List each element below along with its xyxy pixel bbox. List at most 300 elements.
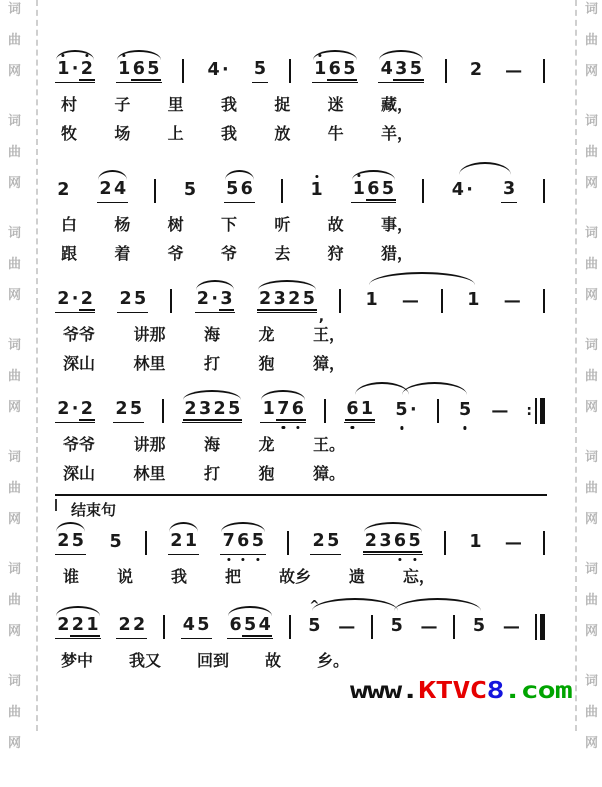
lyric-syllable: 打: [203, 464, 220, 483]
watermark-char: 网: [8, 736, 22, 751]
lyric-syllable: 王。: [312, 435, 345, 454]
lyric-syllable: 林里: [133, 464, 166, 483]
note-digit: 4: [258, 615, 271, 635]
lyric-syllable: 跟: [61, 244, 78, 263]
site-watermark-logo: [350, 677, 572, 705]
lyric-syllable: 故: [264, 651, 281, 670]
note-digit: 2: [80, 289, 93, 309]
barline: [182, 59, 184, 83]
barline: [289, 59, 291, 83]
note-digit: 7: [276, 400, 291, 418]
lyric-syllable: 獐。: [312, 464, 345, 483]
note-digit: 5: [327, 531, 340, 551]
note-digit: 4: [380, 59, 393, 79]
note-digit: ·: [222, 59, 229, 80]
note-group: [227, 615, 273, 639]
octave-dot-below: [296, 426, 299, 429]
barline: [163, 615, 165, 639]
octave-dot-below: [413, 558, 416, 561]
note-digit: 2: [469, 59, 483, 80]
slur-arc: [225, 170, 254, 180]
note-digit: 2: [259, 289, 272, 309]
watermark-text: [585, 563, 598, 639]
lyric-syllable: 讲那: [133, 435, 166, 454]
sixteenth-underline: [345, 419, 361, 421]
note-digit: 2: [71, 615, 84, 635]
sixteenth-underline: [380, 199, 396, 201]
sixteenth-underline: [257, 635, 273, 637]
lyric-syllable: 去: [274, 244, 291, 263]
sixteenth-underline: [392, 551, 408, 553]
octave-dot-below: [242, 558, 245, 561]
note-group: [252, 59, 269, 83]
note-group: [465, 290, 482, 313]
note-digit: 5: [251, 532, 266, 550]
lyric-syllable: 深山: [63, 354, 96, 373]
notation-row: [55, 160, 545, 206]
sixteenth-underline: [327, 79, 343, 81]
slur-arc: [56, 50, 94, 60]
lyric-syllable: 里: [167, 95, 184, 114]
note-digit: 1: [309, 181, 324, 199]
logo-segment: 8: [486, 677, 504, 705]
note-group: [116, 615, 147, 639]
note-group: [195, 289, 235, 313]
barline: [154, 179, 156, 203]
note-digit: 6: [229, 615, 242, 635]
note-group: [260, 399, 306, 423]
watermark-char: 曲: [585, 705, 599, 720]
watermark-column-right: [585, 3, 598, 787]
watermark-char: 词: [585, 450, 599, 465]
barline: [422, 179, 424, 203]
watermark-text: [8, 339, 21, 415]
sixteenth-underline: [79, 79, 95, 81]
lyric-syllable: 乡。: [316, 651, 349, 670]
slur-arc: [258, 280, 316, 290]
dash-extension: —: [502, 617, 520, 637]
barline: [339, 289, 341, 313]
note-digit: 5: [409, 59, 422, 79]
watermark-char: 网: [585, 512, 599, 527]
note-group: [363, 531, 423, 555]
lyric-syllable: 事，: [380, 215, 413, 234]
repeat-end-barline: [526, 398, 545, 424]
dash-extension: —: [504, 533, 522, 553]
slur-arc: [221, 522, 265, 532]
slur-arc: [228, 606, 272, 616]
lyric-syllable: 猎，: [380, 244, 413, 263]
lyric-syllable: 听: [274, 215, 291, 234]
watermark-text: [585, 3, 598, 79]
barline: [170, 289, 172, 313]
music-system-3: [55, 270, 545, 374]
dash-extension: —: [505, 61, 523, 81]
repeat-dots: :: [526, 403, 532, 419]
lyric-syllable: 杨: [114, 215, 131, 234]
lyrics-row-2: [61, 244, 413, 264]
note-digit: 5: [343, 59, 356, 79]
note-digit: 2: [57, 399, 70, 419]
watermark-char: 网: [8, 64, 22, 79]
barline: [287, 531, 289, 555]
lyric-syllable: 白: [61, 215, 78, 234]
watermark-char: 曲: [8, 257, 22, 272]
lyric-syllable: 故乡: [278, 567, 311, 586]
note-digit: 1: [262, 399, 275, 419]
note-digit: 3: [273, 289, 286, 309]
note-digit: 6: [345, 400, 360, 418]
sixteenth-underline: [301, 309, 317, 311]
watermark-char: 网: [8, 176, 22, 191]
lyric-syllable: 迷: [327, 95, 344, 114]
lyric-syllable: 树: [167, 215, 184, 234]
note-group: [220, 531, 266, 555]
lyric-syllable: 爷爷: [63, 435, 96, 454]
note-group: [393, 400, 419, 423]
slur-arc: [169, 522, 198, 532]
lyric-syllable: 羊，: [380, 124, 413, 143]
note-group: [501, 179, 518, 203]
barline: [444, 531, 446, 555]
ending-phrase-label: 结束句: [71, 501, 117, 519]
fermata-mark: ^: [309, 597, 320, 612]
final-barline: [535, 614, 545, 640]
note-group: [308, 180, 325, 203]
octave-dot-below: [256, 558, 259, 561]
sixteenth-underline: [342, 79, 358, 81]
note-digit: 5: [381, 179, 395, 199]
octave-dot-below: [398, 558, 401, 561]
barline: [453, 615, 455, 639]
note-digit: 1: [360, 399, 374, 419]
watermark-text: [8, 115, 21, 191]
sixteenth-underline: [197, 419, 213, 421]
watermark-char: 曲: [8, 705, 22, 720]
note-digit: 2: [57, 179, 70, 200]
barline: [543, 59, 545, 83]
note-digit: 1: [117, 60, 132, 78]
bar-stroke: [535, 614, 537, 640]
sixteenth-underline: [290, 419, 306, 421]
barline: [441, 289, 443, 313]
note-digit: 5: [71, 531, 84, 551]
ending-tick: [55, 499, 57, 511]
logo-segment: .com: [503, 677, 572, 705]
slur-arc: [117, 50, 161, 60]
lyrics-row-2: [63, 354, 345, 374]
note-digit: 6: [132, 59, 145, 79]
note-group: [467, 532, 484, 555]
bar-stroke: [535, 398, 537, 424]
dash-extension: —: [491, 401, 509, 421]
note-group: [55, 59, 95, 83]
note-digit: 3: [395, 59, 408, 79]
note-digit: 1: [56, 60, 71, 78]
sixteenth-underline: [226, 419, 242, 421]
note-group: [457, 400, 474, 423]
octave-dot-below: [227, 558, 230, 561]
note-digit: 3: [198, 399, 212, 419]
lyric-syllable: 把: [224, 567, 241, 586]
note-group: [97, 179, 128, 203]
note-digit: 5: [308, 615, 321, 636]
music-system-1: [55, 40, 545, 144]
sixteenth-underline: [276, 419, 292, 421]
watermark-char: 词: [585, 338, 599, 353]
sixteenth-underline: [378, 551, 394, 553]
watermark-text: [8, 3, 21, 79]
watermark-char: 网: [585, 736, 599, 751]
watermark-char: 词: [8, 338, 22, 353]
note-digit: 7: [221, 532, 236, 550]
watermark-text: [8, 451, 21, 527]
note-digit: 4: [207, 59, 220, 80]
lyric-syllable: 藏，: [380, 95, 413, 114]
left-dashed-border: [36, 0, 38, 731]
watermark-char: 词: [585, 562, 599, 577]
note-digit: 2: [170, 531, 183, 551]
sixteenth-underline: [363, 551, 379, 553]
note-group: [55, 180, 72, 203]
sixteenth-underline: [366, 199, 382, 201]
watermark-char: 曲: [8, 33, 22, 48]
note-digit: 2: [312, 531, 325, 551]
note-group: [378, 59, 424, 83]
note-group: [55, 615, 101, 639]
note-digit: 2: [99, 179, 112, 199]
octave-dot-below: [351, 426, 354, 429]
note-digit: 2: [57, 531, 70, 551]
note-digit: 2: [80, 60, 95, 78]
note-digit: ·: [466, 179, 473, 200]
note-digit: 5: [244, 615, 257, 635]
note-digit: 2: [57, 615, 70, 635]
watermark-char: 词: [585, 226, 599, 241]
note-group: [168, 531, 199, 555]
note-digit: 4: [182, 615, 195, 635]
lyric-syllable: 我: [220, 124, 237, 143]
lyrics-row-1: [63, 435, 345, 455]
note-group: [363, 290, 380, 313]
logo-segment: KTVC: [418, 677, 487, 705]
note-group: [306, 597, 323, 639]
note-digit: 5: [147, 59, 160, 79]
slur-arc: [364, 522, 422, 532]
sixteenth-underline: [242, 635, 258, 637]
watermark-char: 曲: [8, 593, 22, 608]
dash-extension: —: [338, 617, 356, 637]
watermark-char: 词: [585, 114, 599, 129]
sixteenth-underline: [286, 309, 302, 311]
watermark-char: 曲: [585, 145, 599, 160]
lyric-syllable: 狍: [258, 464, 275, 483]
lyric-syllable: 忘，: [402, 567, 435, 586]
barline: [543, 289, 545, 313]
sixteenth-underline: [79, 309, 95, 311]
lyric-syllable: 獐，: [312, 354, 345, 373]
tie-arc: [369, 272, 475, 285]
note-group: [116, 59, 162, 83]
lyric-syllable: 狍: [258, 354, 275, 373]
note-group: [107, 532, 124, 555]
notation-row: [55, 40, 545, 86]
watermark-char: 网: [585, 64, 599, 79]
slur-arc: [196, 280, 234, 290]
note-group: [182, 180, 199, 203]
watermark-text: [8, 227, 21, 303]
note-digit: 2: [115, 399, 128, 419]
note-digit: 5: [109, 531, 122, 552]
sixteenth-underline: [131, 79, 147, 81]
lyric-syllable: 爷爷: [63, 325, 96, 344]
watermark-char: 曲: [585, 369, 599, 384]
lyric-syllable: 放: [274, 124, 291, 143]
slur-arc: [261, 390, 305, 400]
watermark-column-left: [8, 3, 21, 787]
watermark-char: 曲: [8, 145, 22, 160]
lyric-syllable: 我: [220, 95, 237, 114]
sixteenth-underline: [359, 419, 375, 421]
watermark-text: [585, 115, 598, 191]
note-group: [344, 399, 375, 423]
lyric-syllable: 讲那: [133, 325, 166, 344]
tie-arc: [355, 382, 409, 395]
breath-mark: ,: [318, 309, 325, 325]
dash-extension: —: [401, 291, 419, 311]
lyric-syllable: 着: [114, 244, 131, 263]
lyric-syllable: 梦中: [61, 651, 94, 670]
note-digit: 6: [393, 532, 408, 550]
sixteenth-underline: [79, 419, 95, 421]
note-digit: 4: [451, 179, 464, 200]
slur-arc: [379, 50, 423, 60]
lyric-syllable: 谁: [63, 567, 80, 586]
lyric-syllable: 龙: [258, 325, 275, 344]
lyrics-row-1: [63, 567, 435, 587]
note-digit: 5: [458, 401, 473, 419]
note-digit: 1: [313, 60, 328, 78]
watermark-text: [8, 675, 21, 751]
note-group: [117, 289, 148, 313]
lyrics-row-2: [61, 124, 413, 144]
lyric-syllable: 海: [203, 325, 220, 344]
barline: [289, 615, 291, 639]
ending-section-divider: [55, 494, 547, 520]
barline: [371, 615, 373, 639]
lyric-syllable: 子: [114, 95, 131, 114]
music-system-4: [55, 380, 545, 484]
barline: [437, 399, 439, 423]
watermark-char: 网: [585, 624, 599, 639]
watermark-char: 曲: [585, 481, 599, 496]
sixteenth-underline: [257, 309, 273, 311]
note-digit: 6: [291, 400, 306, 418]
slur-arc: [313, 50, 357, 60]
lyrics-row-1: [61, 215, 413, 235]
note-group: [310, 531, 341, 555]
right-dashed-border: [575, 0, 577, 731]
watermark-char: 词: [8, 2, 22, 17]
note-digit: 5: [407, 532, 422, 550]
note-digit: 2: [184, 399, 197, 419]
watermark-text: [585, 451, 598, 527]
note-digit: 2: [133, 615, 146, 635]
watermark-char: 词: [585, 2, 599, 17]
barline: [162, 399, 164, 423]
note-group: [257, 289, 325, 325]
watermark-char: 词: [8, 114, 22, 129]
note-digit: 5: [228, 399, 241, 419]
tie-arc: [459, 162, 511, 175]
sixteenth-underline: [70, 635, 86, 637]
lyric-syllable: 深山: [63, 464, 96, 483]
lyric-syllable: 打: [203, 354, 220, 373]
slur-arc: [183, 390, 241, 400]
sixteenth-underline: [146, 79, 162, 81]
note-group: [351, 179, 397, 203]
watermark-char: 网: [8, 624, 22, 639]
note-digit: 2: [57, 289, 70, 309]
note-digit: 2: [288, 289, 301, 309]
lyrics-row-1: [61, 651, 349, 671]
lyric-syllable: 场: [114, 124, 131, 143]
dash-extension: —: [503, 291, 521, 311]
watermark-char: 曲: [8, 481, 22, 496]
note-digit: 2: [118, 615, 131, 635]
lyric-syllable: 回到: [196, 651, 229, 670]
lyric-syllable: 我: [170, 567, 187, 586]
watermark-char: 网: [585, 288, 599, 303]
note-group: [181, 615, 212, 639]
note-group: [450, 180, 476, 203]
sixteenth-underline: [212, 419, 228, 421]
note-digit: 5: [390, 615, 403, 636]
barline: [281, 179, 283, 203]
lyric-syllable: 遗: [348, 567, 365, 586]
note-digit: 2: [196, 289, 209, 309]
watermark-text: [585, 339, 598, 415]
watermark-text: [8, 563, 21, 639]
note-digit: ·: [71, 289, 79, 309]
sixteenth-underline: [219, 309, 235, 311]
tie-arc: [402, 382, 467, 395]
note-digit: 5: [472, 615, 486, 636]
sixteenth-underline: [407, 551, 423, 553]
watermark-char: 曲: [8, 369, 22, 384]
watermark-text: [585, 227, 598, 303]
note-digit: 3: [502, 179, 516, 199]
note-digit: 1: [469, 531, 482, 552]
note-group: [55, 289, 95, 313]
note-digit: 4: [113, 179, 127, 199]
note-digit: 2: [213, 399, 226, 419]
note-group: [205, 60, 231, 83]
watermark-char: 网: [8, 288, 22, 303]
note-digit: 5: [183, 179, 197, 200]
lyric-syllable: 王，: [312, 325, 345, 344]
watermark-text: [585, 675, 598, 751]
note-digit: 3: [379, 531, 392, 551]
barline: [543, 531, 545, 555]
watermark-char: 网: [585, 176, 599, 191]
note-digit: 1: [467, 289, 480, 310]
sixteenth-underline: [183, 419, 199, 421]
note-digit: 1: [86, 615, 99, 635]
watermark-char: 曲: [585, 593, 599, 608]
watermark-char: 网: [8, 512, 22, 527]
note-group: [388, 616, 405, 639]
